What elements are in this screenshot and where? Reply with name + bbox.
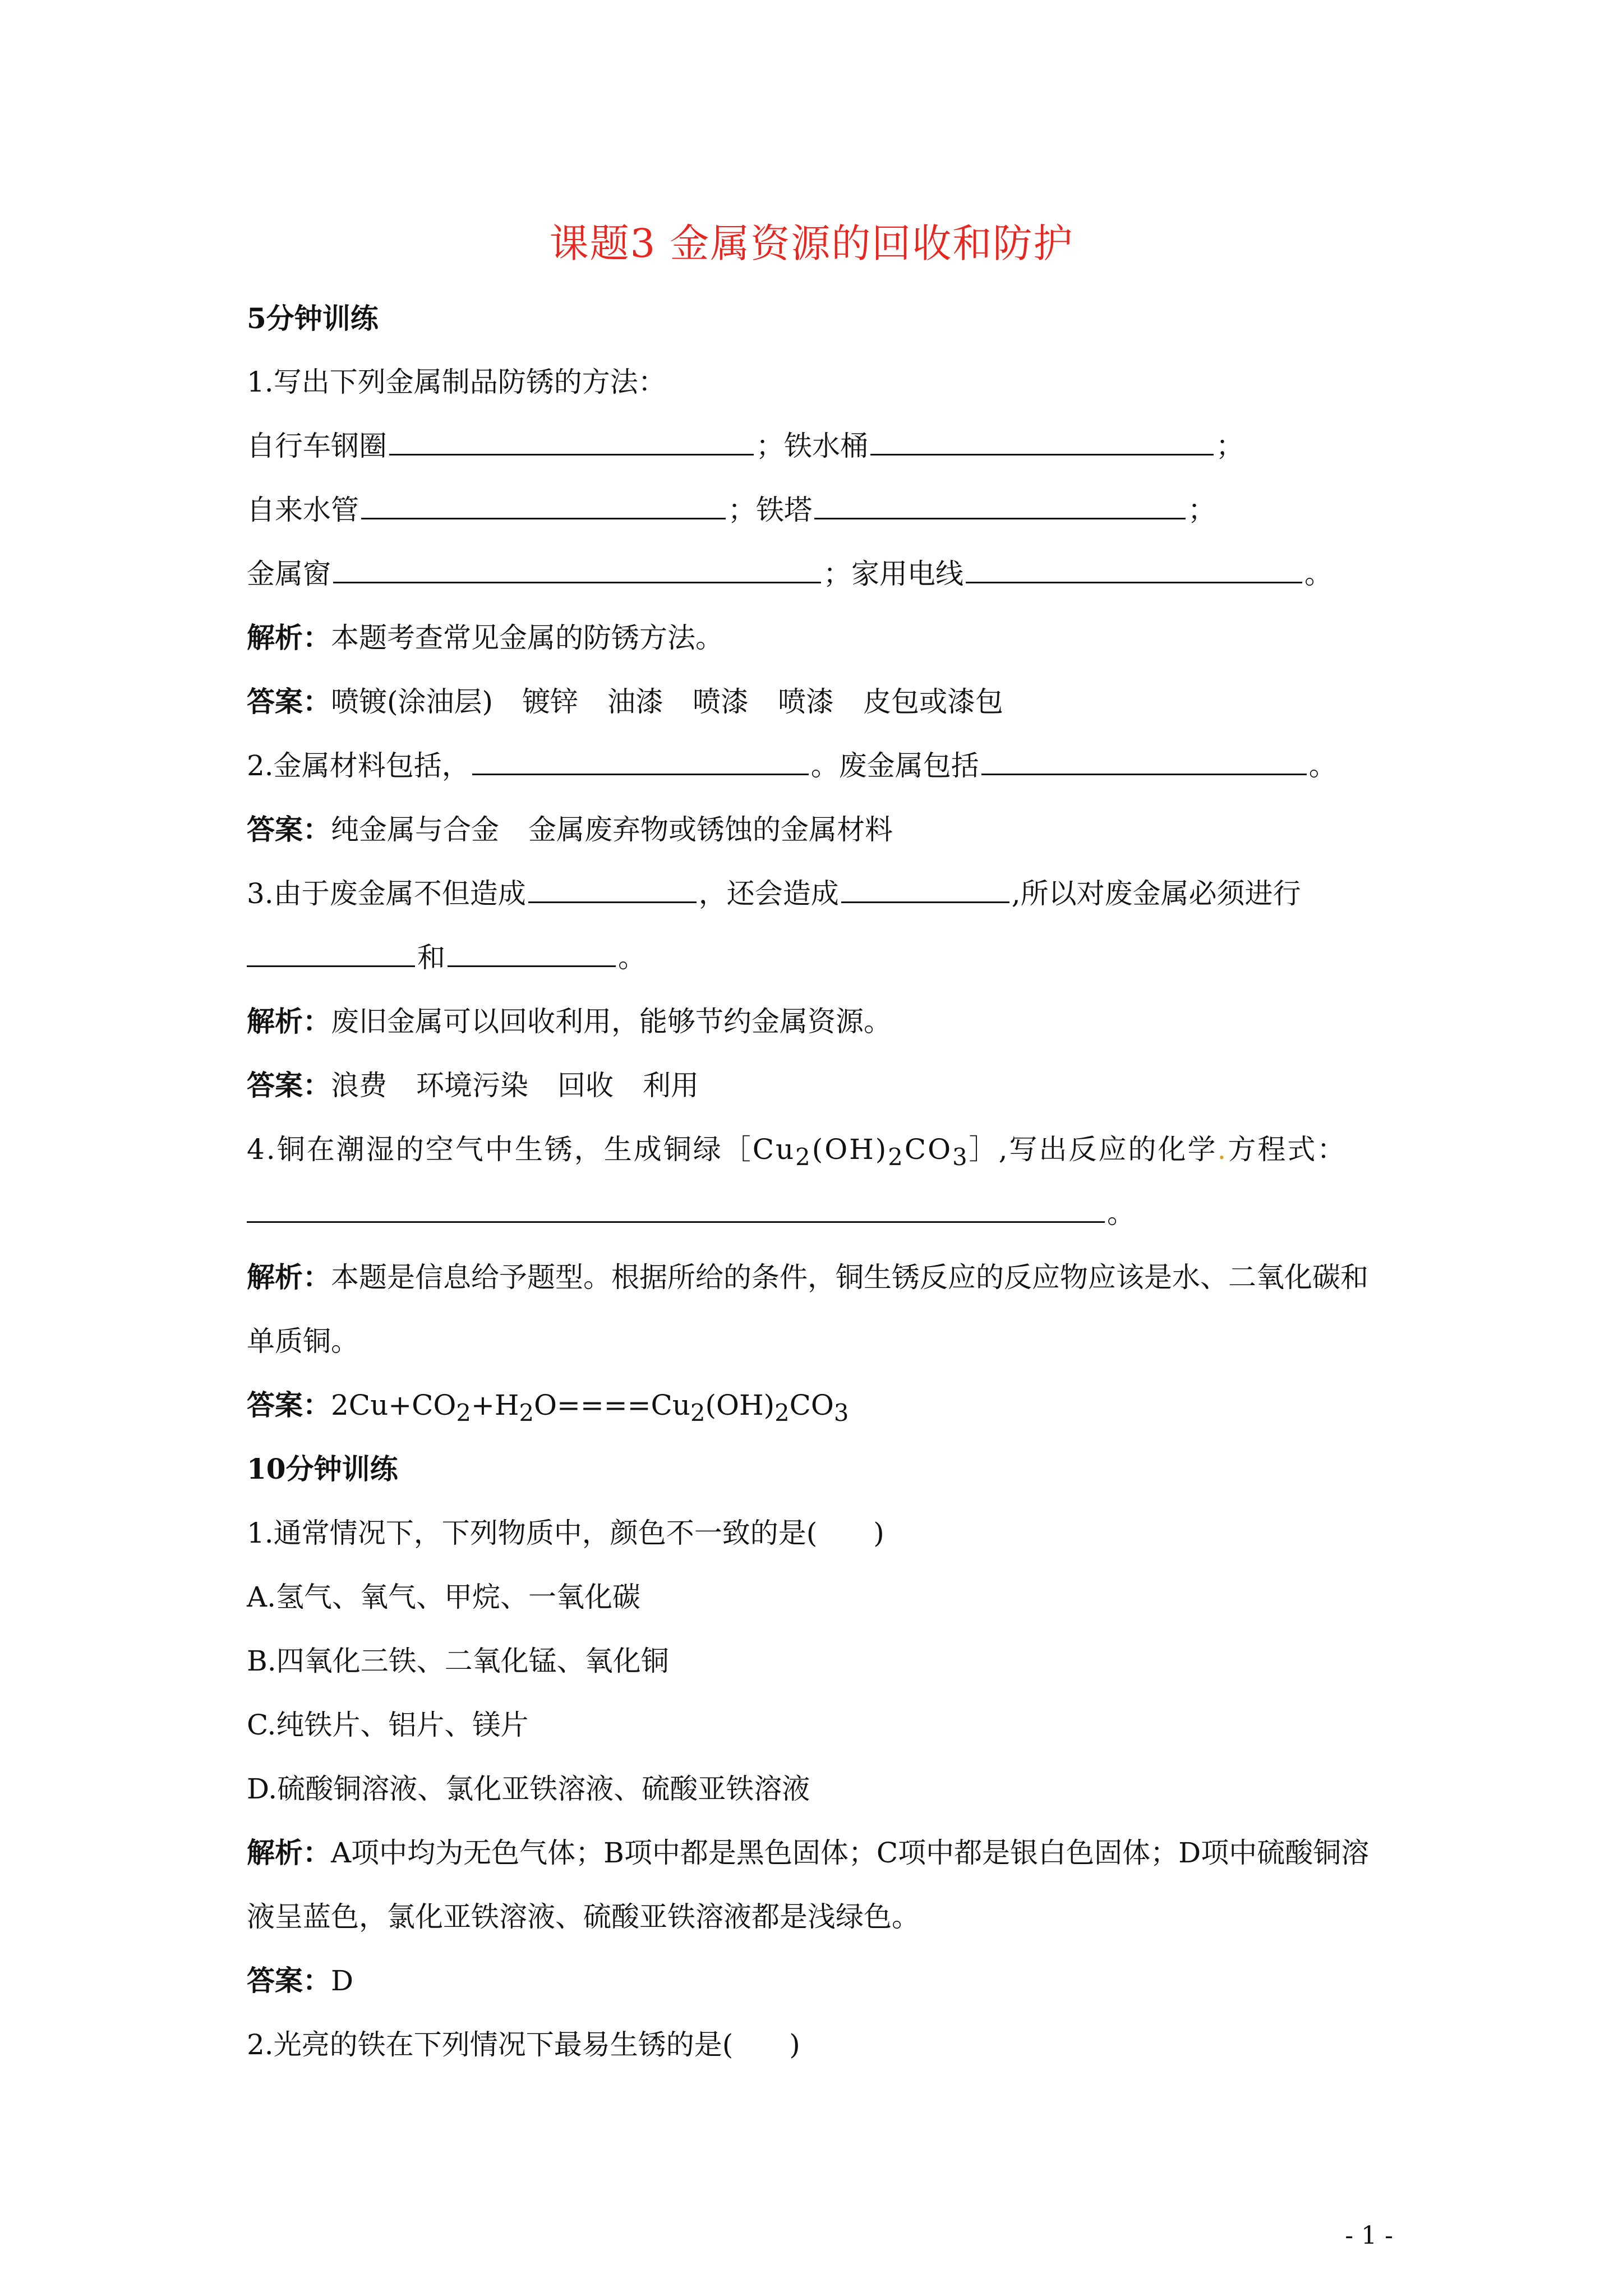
q1-row-2: 自来水管 ；铁塔 ；	[247, 494, 1216, 526]
q5-option-a: A.氢气、氧气、甲烷、一氧化碳	[247, 1581, 641, 1613]
q6-prompt: 2.光亮的铁在下列情况下最易生锈的是( )	[247, 2028, 800, 2061]
answer-blank[interactable]	[528, 877, 697, 903]
q5-option-b: B.四氧化三铁、二氧化锰、氧化铜	[247, 1645, 669, 1677]
q4-analysis-line-2: 单质铜。	[247, 1325, 359, 1358]
answer-blank[interactable]	[814, 493, 1186, 519]
page-title: 课题3 金属资源的回收和防护	[549, 220, 1074, 266]
q5-analysis-line-2: 液呈蓝色，氯化亚铁溶液、硫酸亚铁溶液都是浅绿色。	[247, 1901, 920, 1933]
q4-answer: 答案：$2Cu+CO_2+H_2O====Cu_2(OH)_2CO_3$	[247, 1388, 849, 1427]
q3-prompt-line-1: 3.由于废金属不但造成 ，还会造成 ,所以对废金属必须进行	[247, 877, 1301, 910]
q1-prompt: 1.写出下列金属制品防锈的方法：	[247, 366, 666, 398]
q1-item-label: 铁水桶	[784, 430, 868, 462]
q4-prompt: 4.铜在潮湿的空气中生锈，生成铜绿$[Cu_2(OH)_2CO_3]$,写出反应的化学.方程式：	[247, 1133, 1347, 1171]
answer-label: 答案：	[247, 813, 331, 846]
answer-label: 答案：	[247, 1069, 331, 1102]
answer-blank[interactable]	[841, 877, 1009, 903]
q4-answer-line: 。	[247, 1197, 1135, 1230]
section-heading-5min: 5分钟训练	[247, 302, 379, 335]
analysis-label: 解析：	[247, 1260, 331, 1294]
q1-analysis	[247, 621, 723, 655]
q1-row-3: 金属窗 ；家用电线 。	[247, 558, 1332, 590]
q4-analysis-line-1: 解析：本题是信息给予题型。根据所给的条件，铜生锈反应的反应物应该是水、二氧化碳和	[247, 1260, 1368, 1294]
analysis-label: 解析：	[247, 1836, 331, 1869]
q1-item-label: 自行车钢圈	[247, 430, 387, 462]
answer-label: 答案：	[247, 1964, 331, 1997]
q2-answer: 答案：纯金属与合金 金属废弃物或锈蚀的金属材料	[247, 813, 893, 846]
analysis-label: 解析：	[247, 1005, 331, 1038]
analysis-label: 解析：	[247, 621, 331, 654]
section-heading-10min: 10分钟训练	[247, 1452, 398, 1485]
answer-blank[interactable]	[966, 557, 1302, 583]
answer-blank[interactable]	[448, 941, 616, 967]
answer-blank[interactable]	[870, 429, 1214, 455]
page-number: - 1 -	[1345, 2221, 1393, 2250]
q3-analysis: 解析：废旧金属可以回收利用，能够节约金属资源。	[247, 1005, 892, 1038]
answer-label: 答案：	[247, 1388, 331, 1421]
q5-prompt: 1.通常情况下，下列物质中，颜色不一致的是( )	[247, 1517, 884, 1549]
answer-blank[interactable]	[247, 1197, 1105, 1223]
q3-prompt-line-2: 和 。	[247, 941, 646, 974]
q1-item-label: 自来水管	[247, 494, 359, 526]
q3-answer: 答案：浪费 环境污染 回收 利用	[247, 1069, 699, 1102]
answer-blank[interactable]	[389, 429, 754, 455]
answer-blank[interactable]	[333, 557, 821, 583]
q1-item-label: 铁塔	[756, 494, 812, 526]
analysis-text: 本题考查常见金属的防锈方法。	[331, 622, 723, 654]
q5-analysis-line-1: 解析：A项中均为无色气体；B项中都是黑色固体；C项中都是银白色固体；D项中硫酸铜溶	[247, 1836, 1370, 1869]
q1-answer: 答案：喷镀(涂油层) 镀锌 油漆 喷漆 喷漆 皮包或漆包	[247, 685, 1004, 718]
q5-option-d: D.硫酸铜溶液、氯化亚铁溶液、硫酸亚铁溶液	[247, 1773, 810, 1805]
q1-row-1: 自行车钢圈 ；铁水桶 ；	[247, 430, 1244, 462]
answer-blank[interactable]	[361, 493, 726, 519]
answer-label: 答案：	[247, 685, 331, 718]
answer-blank[interactable]	[472, 749, 809, 775]
answer-blank[interactable]	[981, 749, 1307, 775]
q1-item-label: 家用电线	[851, 558, 963, 590]
q5-answer: 答案：D	[247, 1964, 354, 1997]
q5-option-c: C.纯铁片、铝片、镁片	[247, 1709, 529, 1741]
q2-prompt: 2.金属材料包括， 。废金属包括 。	[247, 749, 1337, 782]
q1-item-label: 金属窗	[247, 558, 331, 590]
answer-blank[interactable]	[247, 941, 415, 967]
